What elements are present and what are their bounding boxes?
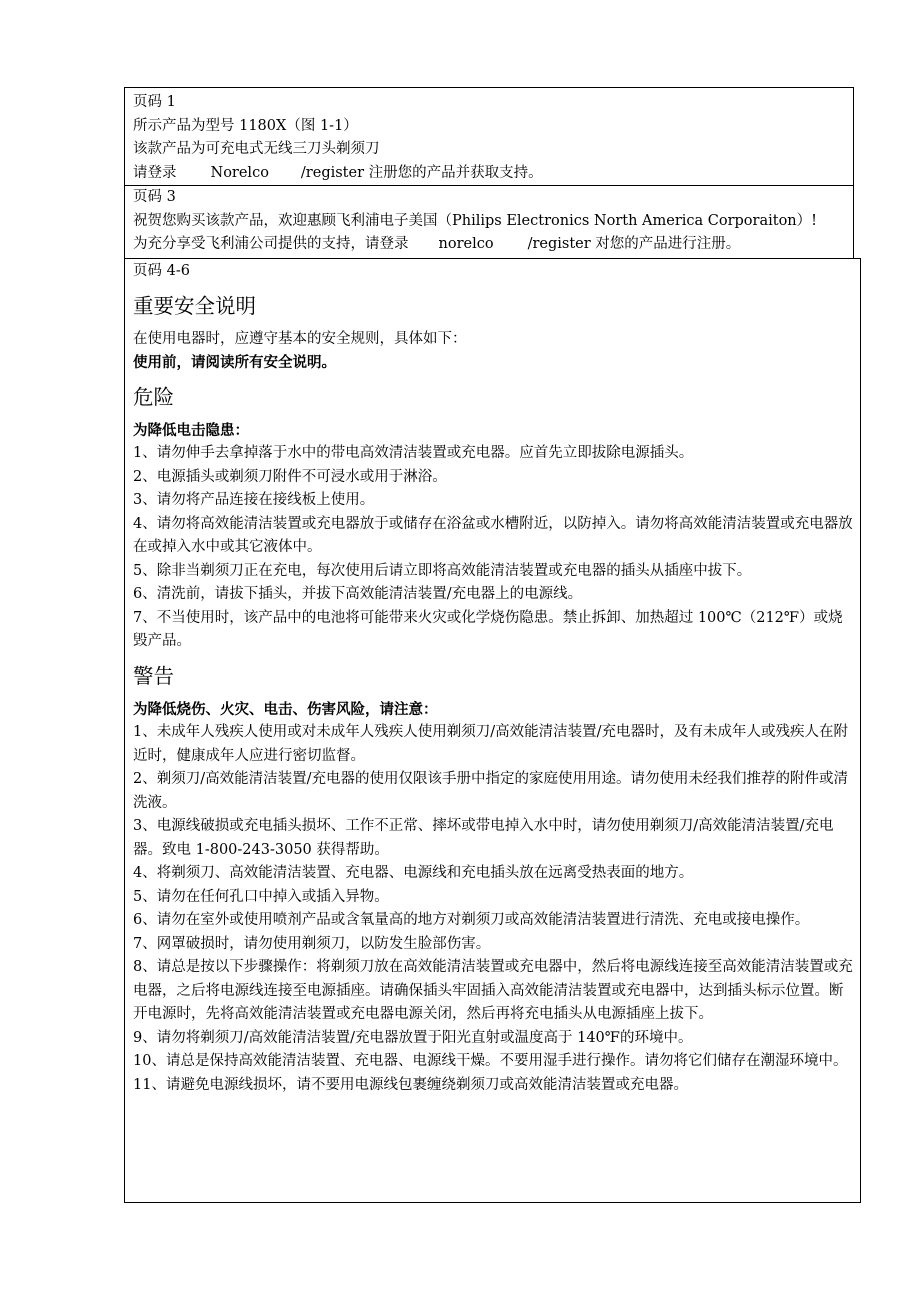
safety-title: 重要安全说明 <box>133 293 256 318</box>
danger-title: 危险 <box>133 384 174 409</box>
danger-item: 4、请勿将高效能清洁装置或充电器放于或储存在浴盆或水槽附近，以防掉入。请勿将高效能清洁装置或充电器放在或掉入水中或其它液体中。 <box>133 515 853 555</box>
product-description: 该款产品为可充电式无线三刀头剃须刀 <box>133 141 380 157</box>
warning-item: 7、网罩破损时，请勿使用剃须刀，以防发生脸部伤害。 <box>133 935 491 952</box>
warning-item: 4、将剃须刀、高效能清洁装置、充电器、电源线和充电插头放在远离受热表面的地方。 <box>133 865 694 881</box>
page-label: 页码 1 <box>133 94 176 110</box>
register-prefix: 请登录 <box>133 164 177 181</box>
warning-item: 10、请总是保持高效能清洁装置、充电器、电源线干燥。不要用湿手进行操作。请勿将它们储存在潮湿环境中。 <box>133 1053 848 1069</box>
register-brand: norelco <box>438 236 494 252</box>
warning-item: 11、请避免电源线损坏，请不要用电源线包裹缠绕剃须刀或高效能清洁装置或充电器。 <box>133 1076 688 1093</box>
page-1-box <box>124 87 854 186</box>
warning-item: 3、电源线破损或充电插头损坏、工作不正常、摔坏或带电掉入水中时，请勿使用剃须刀/高效能清洁装置/充电器。致电 1-800-243-3050 获得帮助。 <box>133 818 834 858</box>
safety-intro-bold: 使用前，请阅读所有安全说明。 <box>133 354 336 371</box>
register-suffix: /register 对您的产品进行注册。 <box>527 236 741 252</box>
warning-title: 警告 <box>133 663 174 688</box>
warning-item: 6、请勿在室外或使用喷剂产品或含氧量高的地方对剃须刀或高效能清洁装置进行清洗、充电或接电操作。 <box>133 912 810 928</box>
page-label: 页码 3 <box>133 189 176 205</box>
danger-subtitle: 为降低电击隐患： <box>133 421 249 439</box>
page-4-6-box <box>124 258 861 1203</box>
model-line: 所示产品为型号 1180X（图 1-1） <box>133 117 358 134</box>
page-label: 页码 4-6 <box>133 263 190 279</box>
warning-item: 5、请勿在任何孔口中掉入或插入异物。 <box>133 888 389 905</box>
warning-item: 9、请勿将剃须刀/高效能清洁装置/充电器放置于阳光直射或温度高于 140℉的环境中。 <box>133 1029 693 1046</box>
warning-subtitle: 为降低烧伤、火灾、电击、伤害风险，请注意： <box>133 700 438 718</box>
warning-item: 8、请总是按以下步骤操作：将剃须刀放在高效能清洁装置或充电器中，然后将电源线连接至高效能清洁装置或充电器，之后将电源线连接至电源插座。请确保插头牢固插入高效能清洁装置或充电器中，达到插头标示位置。断开电源时，先将高效能清洁装置或充电器电源关闭，然后再将充电插头从电源插座上拔下。 <box>133 959 853 1022</box>
safety-intro: 在使用电器时，应遵守基本的安全规则，具体如下： <box>133 330 467 347</box>
danger-item: 2、电源插头或剃须刀附件不可浸水或用于淋浴。 <box>133 468 447 485</box>
danger-item: 1、请勿伸手去拿掉落于水中的带电高效清洁装置或充电器。应首先立即拔除电源插头。 <box>133 445 694 461</box>
register-line <box>133 233 853 257</box>
danger-item: 7、不当使用时，该产品中的电池将可能带来火灾或化学烧伤隐患。禁止拆卸、加热超过 100℃（212℉）或烧毁产品。 <box>133 609 843 649</box>
warning-item: 2、剃须刀/高效能清洁装置/充电器的使用仅限该手册中指定的家庭使用用途。请勿使用未经我们推荐的附件或清洗液。 <box>133 771 848 811</box>
danger-item: 6、清洗前，请拔下插头，并拔下高效能清洁装置/充电器上的电源线。 <box>133 586 583 602</box>
register-suffix: /register 注册您的产品并获取支持。 <box>300 164 543 181</box>
register-brand: Norelco <box>210 164 269 181</box>
register-line <box>133 162 853 186</box>
danger-item: 5、除非当剃须刀正在充电，每次使用后请立即将高效能清洁装置或充电器的插头从插座中拔下。 <box>133 562 752 579</box>
danger-item: 3、请勿将产品连接在接线板上使用。 <box>133 492 375 508</box>
warning-item: 1、未成年人残疾人使用或对未成年人残疾人使用剃须刀/高效能清洁装置/充电器时，及有未成年人或残疾人在附近时，健康成年人应进行密切监督。 <box>133 724 848 764</box>
register-prefix: 为充分享受飞利浦公司提供的支持，请登录 <box>133 236 409 252</box>
welcome-line: 祝贺您购买该款产品，欢迎惠顾飞利浦电子美国（Philips Electronics North America Corporaiton）! <box>133 212 817 229</box>
page-3-box <box>124 185 854 259</box>
